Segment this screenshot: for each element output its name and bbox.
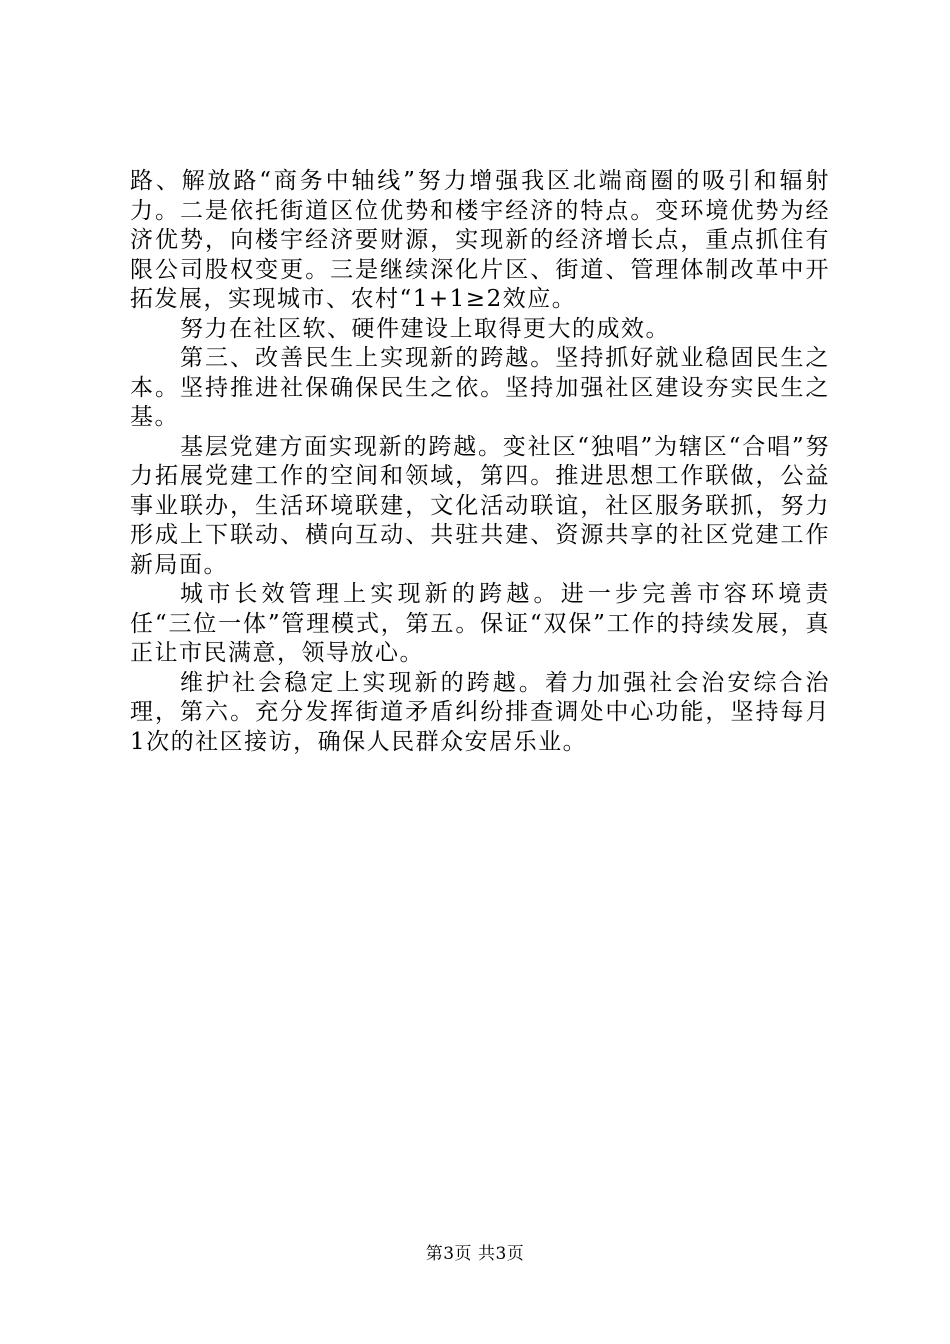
paragraph-4: 基层党建方面实现新的跨越。变社区“独唱”为辖区“合唱”努力拓展党建工作的空间和领域，第四。推进思想工作联做，公益事业联办，生活环境联建，文化活动联谊，社区服务联抓，努力形成上下联动、横向互动、共驻共建、资源共享的社区党建工作新局面。 [130,433,830,578]
paragraph-2: 努力在社区软、硬件建设上取得更大的成效。 [180,315,670,342]
paragraph-3: 第三、改善民生上实现新的跨越。坚持抓好就业稳固民生之本。坚持推进社保确保民生之依。坚持加强社区建设夯实民生之基。 [130,345,830,430]
page-footer: 第3页 共3页 [425,1244,525,1264]
paragraph-5: 城市长效管理上实现新的跨越。进一步完善市容环境责任“三位一体”管理模式，第五。保证“双保”工作的持续发展，真正让市民满意，领导放心。 [130,581,830,666]
document-body [130,167,830,757]
paragraph-6: 维护社会稳定上实现新的跨越。着力加强社会治安综合治理，第六。充分发挥街道矛盾纠纷排查调处中心功能，坚持每月1次的社区接访，确保人民群众安居乐业。 [130,669,830,755]
paragraph-1: 路、解放路“商务中轴线”努力增强我区北端商圈的吸引和辐射力。二是依托街道区位优势和楼宇经济的特点。变环境优势为经济优势，向楼宇经济要财源，实现新的经济增长点，重点抓住有限公司股权变更。三是继续深化片区、街道、管理体制改革中开拓发展，实现城市、农村“1+1≥2效应。 [130,168,830,312]
